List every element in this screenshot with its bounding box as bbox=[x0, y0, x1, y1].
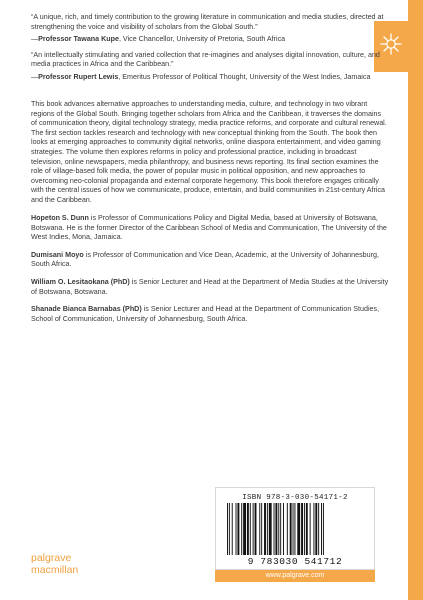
author-bio-text: is Senior Lecturer and Head at the Department of Media Studies at the University of Botswana, Botswana. bbox=[31, 278, 389, 296]
author-bio-text: is Professor of Communications Policy and Digital Media, based at University of Botswana, Botswana. He is the former Director of the Caribbean School of Media and Communication, The University of the West Indies, Mona, Jamaica. bbox=[31, 214, 387, 242]
barcode-bar bbox=[232, 503, 233, 555]
quote-1-affiliation: , Vice Chancellor, University of Pretoria, South Africa bbox=[118, 35, 286, 44]
barcode-bar bbox=[261, 503, 262, 555]
barcode-bar bbox=[280, 503, 281, 555]
author-name: Hopeton S. Dunn bbox=[31, 214, 89, 223]
author-bio-text: is Senior Lecturer and Head at the Department of Communication Studies, School of Communication, University of Johannesburg, South Africa. bbox=[31, 305, 380, 323]
barcode-bar bbox=[313, 503, 314, 555]
barcode-bar bbox=[255, 503, 257, 555]
barcode-bar bbox=[321, 503, 322, 555]
barcode-bar bbox=[269, 503, 272, 555]
barcode-bar bbox=[237, 503, 239, 555]
isbn-barcode bbox=[215, 487, 375, 570]
author-name: Shanade Bianca Barnabas (PhD) bbox=[31, 305, 142, 314]
author-bio bbox=[31, 305, 389, 324]
quote-2-attribution: —Professor Rupert Lewis, Emeritus Professor of Political Thought, University of the West Indies, Jamaica bbox=[31, 72, 371, 81]
barcode-bar bbox=[275, 503, 277, 555]
barcode-bar bbox=[267, 503, 268, 555]
barcode-bar bbox=[310, 503, 311, 555]
barcode-bar bbox=[290, 503, 292, 555]
barcode-bar bbox=[315, 503, 317, 555]
barcode-bar bbox=[304, 503, 305, 555]
barcode-bars bbox=[227, 503, 365, 555]
quote-1-text: “A unique, rich, and timely contribution to the growing literature in communication and media studies, directed at strengthening the voice and visibility of scholars from the Global South.” bbox=[31, 13, 384, 31]
barcode-bar bbox=[250, 503, 251, 555]
barcode-bar bbox=[278, 503, 279, 555]
barcode-bar bbox=[247, 503, 249, 555]
publisher-name-line-2: macmillan bbox=[31, 563, 79, 576]
cover-edge-strip bbox=[408, 0, 423, 600]
author-bio bbox=[31, 278, 389, 297]
isbn-label: ISBN 978-3-030-54171-2 bbox=[242, 494, 348, 502]
back-cover-text bbox=[31, 13, 389, 332]
barcode-bar bbox=[318, 503, 319, 555]
author-bio bbox=[31, 214, 389, 243]
author-bio-text: is Professor of Communication and Vice Dean, Academic, at the University of Johannesburg, South Africa. bbox=[31, 250, 379, 269]
publisher-website[interactable]: www.palgrave.com bbox=[215, 570, 375, 582]
barcode-bar bbox=[274, 503, 275, 555]
quote-1-attribution: —Professor Tawana Kupe, Vice Chancellor, University of Pretoria, South Africa bbox=[31, 35, 286, 44]
barcode-bar bbox=[259, 503, 260, 555]
book-description: This book advances alternative approaches to understanding media, culture, and technology in two vibrant regions of the Global South. Bringing together scholars from Africa and the Caribbean, it traverses the domains of communication theory, digital technology strategy, media practice reforms, and corporate and cultural renewal. The first section tackles research and technology with new conceptual thinking from the South. The book then looks at emerging approaches to community digital networks, online diaspora entertainment, and video gaming strategies. The volume then explores reforms in policy and professional practice, including in broadcast television, online newspapers, media philanthropy, and business news reporting. Its final section examines the role of village-based folk media, the power of popular music in political opposition, and new approaches to overcoming neo-colonial propaganda and external corporate hegemony. This book therefore engages critically with the central issues of how we communicate, produce, entertain, and build communities in 21st-century Africa and the Caribbean. bbox=[31, 100, 387, 204]
barcode-bar bbox=[301, 503, 303, 555]
author-name: Dumisani Moyo bbox=[31, 250, 84, 259]
barcode-bar bbox=[283, 503, 284, 555]
barcode-bar bbox=[241, 503, 242, 555]
barcode-bar bbox=[227, 503, 228, 555]
publisher-name-line-1: palgrave bbox=[31, 552, 72, 564]
barcode-bar bbox=[297, 503, 300, 555]
quote-2-text: “An intellectually stimulating and varied collection that re-imagines and analyses digital innovation, culture, and media practices in Africa and the Caribbean.” bbox=[31, 50, 380, 69]
barcode-bar bbox=[236, 503, 237, 555]
author-bio bbox=[31, 251, 389, 270]
isbn-number: 9 783030 541712 bbox=[247, 556, 343, 567]
quote-2-affiliation: , Emeritus Professor of Political Thought, University of the West Indies, Jamaica bbox=[118, 72, 371, 81]
barcode-bar bbox=[323, 503, 324, 555]
barcode-bar bbox=[229, 503, 230, 555]
barcode-bar bbox=[243, 503, 246, 555]
barcode-bar bbox=[293, 503, 294, 555]
barcode-bar bbox=[287, 503, 288, 555]
author-name: William O. Lesitaokana (PhD) bbox=[31, 278, 130, 287]
barcode-bar bbox=[253, 503, 254, 555]
quote-2-name: Professor Rupert Lewis bbox=[38, 72, 119, 81]
publisher-name bbox=[31, 553, 78, 577]
barcode-bar bbox=[264, 503, 266, 555]
barcode-bar bbox=[294, 503, 295, 555]
barcode-bar bbox=[306, 503, 308, 555]
quote-1-name: Professor Tawana Kupe bbox=[38, 35, 119, 44]
